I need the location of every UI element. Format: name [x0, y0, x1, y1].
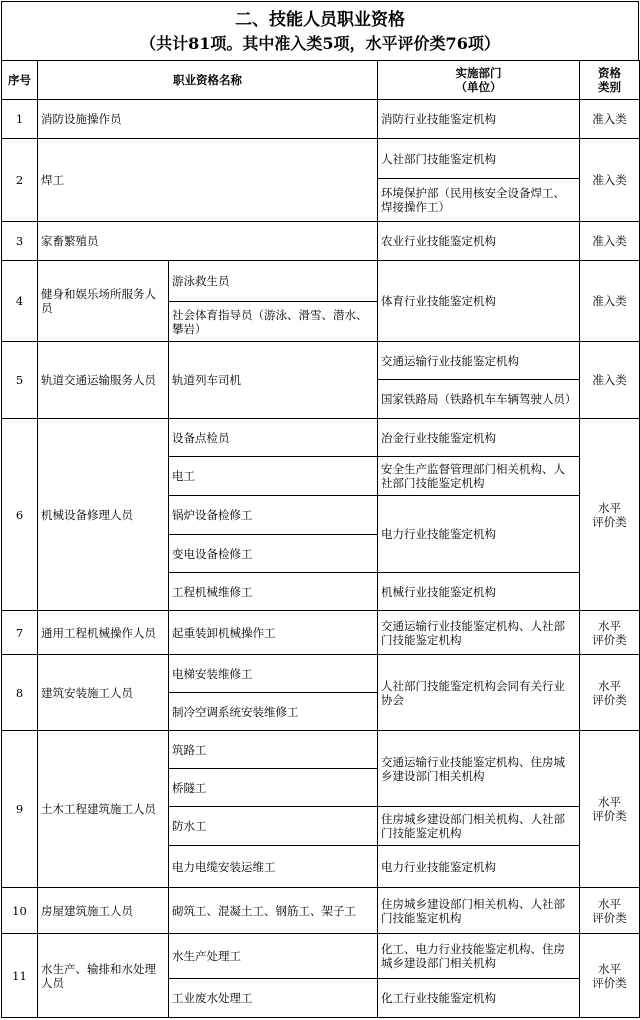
row-no: 8 — [2, 655, 38, 731]
row-name: 水生产、输排和水处理人员 — [38, 934, 169, 1018]
row-dept: 机械行业技能鉴定机构 — [378, 573, 580, 611]
row-no: 4 — [2, 261, 38, 342]
table-row — [2, 261, 640, 302]
row-sub: 防水工 — [169, 807, 378, 846]
table-row — [2, 731, 640, 769]
row-no: 1 — [2, 100, 38, 139]
row-no: 2 — [2, 139, 38, 222]
row-sub: 筑路工 — [169, 731, 378, 769]
qualification-table — [1, 60, 640, 1018]
row-name: 家畜繁殖员 — [38, 222, 378, 261]
row-sub: 桥隧工 — [169, 769, 378, 807]
row-dept: 体育行业技能鉴定机构 — [378, 261, 580, 342]
row-sub: 起重装卸机械操作工 — [169, 611, 378, 655]
row-dept: 人社部门技能鉴定机构 — [378, 139, 580, 179]
header-name: 职业资格名称 — [38, 61, 378, 100]
row-no: 3 — [2, 222, 38, 261]
row-sub: 电力电缆安装运维工 — [169, 846, 378, 888]
row-no: 9 — [2, 731, 38, 888]
row-name: 房屋建筑施工人员 — [38, 888, 169, 934]
row-sub: 社会体育指导员（游泳、滑雪、潜水、攀岩） — [169, 302, 378, 342]
header-type: 资格 类别 — [580, 61, 640, 100]
header-dept: 实施部门 （单位） — [378, 61, 580, 100]
row-dept: 住房城乡建设部门相关机构、人社部门技能鉴定机构 — [378, 807, 580, 846]
row-dept: 人社部门技能鉴定机构会同有关行业协会 — [378, 655, 580, 731]
row-name: 土木工程建筑施工人员 — [38, 731, 169, 888]
row-type: 准入类 — [580, 139, 640, 222]
row-no: 11 — [2, 934, 38, 1018]
row-type: 水平 评价类 — [580, 888, 640, 934]
table-row — [2, 611, 640, 655]
document-title — [1, 1, 639, 61]
row-sub: 设备点检员 — [169, 419, 378, 457]
row-dept: 消防行业技能鉴定机构 — [378, 100, 580, 139]
table-row — [2, 100, 640, 139]
row-sub: 游泳救生员 — [169, 261, 378, 302]
row-dept: 化工行业技能鉴定机构 — [378, 979, 580, 1018]
row-dept: 住房城乡建设部门相关机构、人社部门技能鉴定机构 — [378, 888, 580, 934]
row-no: 7 — [2, 611, 38, 655]
row-type: 水平 评价类 — [580, 731, 640, 888]
row-dept: 交通运输行业技能鉴定机构、住房城乡建设部门相关机构 — [378, 731, 580, 807]
row-name: 建筑安装施工人员 — [38, 655, 169, 731]
row-dept: 农业行业技能鉴定机构 — [378, 222, 580, 261]
row-dept: 电力行业技能鉴定机构 — [378, 846, 580, 888]
table-header-row — [2, 61, 640, 100]
row-name: 轨道交通运输服务人员 — [38, 342, 169, 419]
row-type: 准入类 — [580, 100, 640, 139]
row-type: 准入类 — [580, 261, 640, 342]
row-no: 5 — [2, 342, 38, 419]
row-sub: 砌筑工、混凝土工、钢筋工、架子工 — [169, 888, 378, 934]
row-sub: 电梯安装维修工 — [169, 655, 378, 693]
row-sub: 制冷空调系统安装维修工 — [169, 693, 378, 731]
row-dept: 环境保护部（民用核安全设备焊工、焊接操作工） — [378, 179, 580, 222]
row-dept: 安全生产监督管理部门相关机构、人社部门技能鉴定机构 — [378, 457, 580, 496]
table-row — [2, 222, 640, 261]
row-name: 消防设施操作员 — [38, 100, 378, 139]
row-dept: 国家铁路局（铁路机车车辆驾驶人员） — [378, 380, 580, 419]
row-type: 准入类 — [580, 222, 640, 261]
title-line-1: 二、技能人员职业资格 — [235, 10, 405, 30]
row-sub: 锅炉设备检修工 — [169, 496, 378, 535]
row-sub: 轨道列车司机 — [169, 342, 378, 419]
header-no: 序号 — [2, 61, 38, 100]
row-no: 10 — [2, 888, 38, 934]
row-name: 健身和娱乐场所服务人员 — [38, 261, 169, 342]
table-row — [2, 139, 640, 179]
row-name: 焊工 — [38, 139, 378, 222]
row-dept: 交通运输行业技能鉴定机构 — [378, 342, 580, 380]
table-row — [2, 342, 640, 380]
row-sub: 电工 — [169, 457, 378, 496]
row-type: 水平 评价类 — [580, 655, 640, 731]
row-type: 水平 评价类 — [580, 934, 640, 1018]
row-type: 水平 评价类 — [580, 611, 640, 655]
table-row — [2, 934, 640, 979]
row-sub: 工业废水处理工 — [169, 979, 378, 1018]
row-dept: 交通运输行业技能鉴定机构、人社部门技能鉴定机构 — [378, 611, 580, 655]
row-dept: 冶金行业技能鉴定机构 — [378, 419, 580, 457]
row-sub: 水生产处理工 — [169, 934, 378, 979]
table-row — [2, 888, 640, 934]
row-name: 通用工程机械操作人员 — [38, 611, 169, 655]
row-dept: 化工、电力行业技能鉴定机构、住房城乡建设部门相关机构 — [378, 934, 580, 979]
row-name: 机械设备修理人员 — [38, 419, 169, 611]
row-dept: 电力行业技能鉴定机构 — [378, 496, 580, 573]
row-sub: 工程机械维修工 — [169, 573, 378, 611]
title-line-2: （共计81项。其中准入类5项，水平评价类76项） — [140, 34, 500, 53]
row-type: 水平 评价类 — [580, 419, 640, 611]
table-row — [2, 655, 640, 693]
row-sub: 变电设备检修工 — [169, 535, 378, 573]
row-no: 6 — [2, 419, 38, 611]
table-row — [2, 419, 640, 457]
row-type: 准入类 — [580, 342, 640, 419]
